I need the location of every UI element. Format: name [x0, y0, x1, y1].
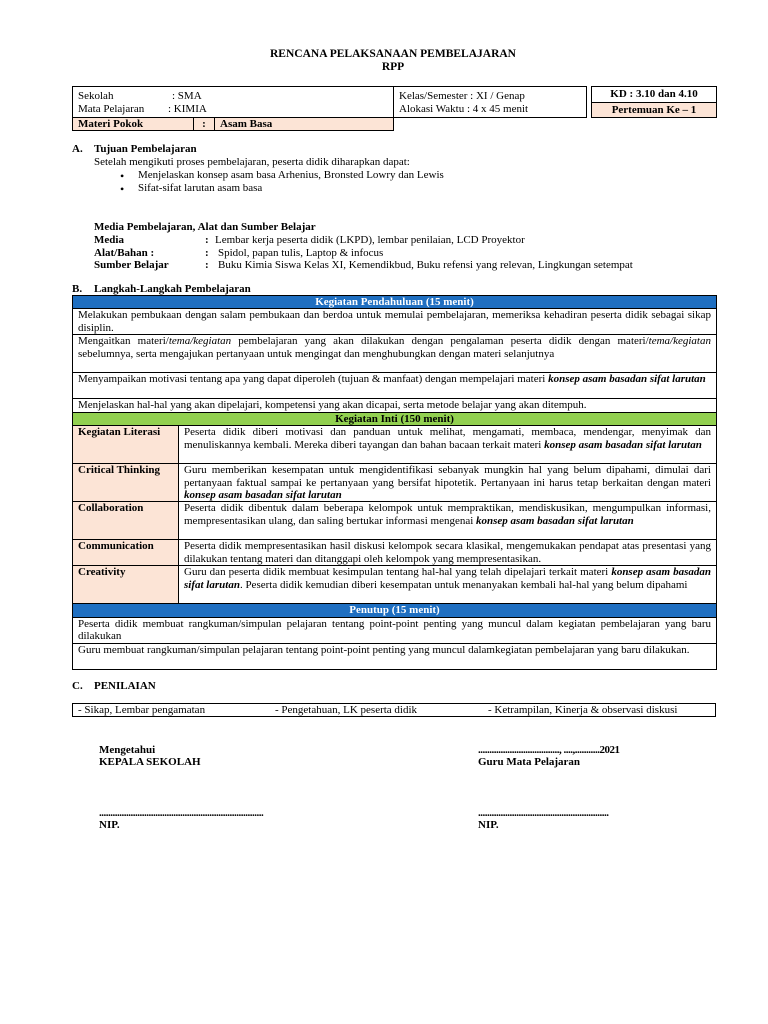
skill-creativity: Creativity [73, 566, 179, 604]
signature-date: ...................................., ....,...........2021 [478, 744, 620, 756]
table-row [73, 399, 717, 412]
section-a-title: Tujuan Pembelajaran [94, 143, 197, 155]
pertemuan-cell [591, 102, 717, 118]
penutup-step-1: Peserta didik membuat rangkuman/simpulan pelajaran tentang point-point penting yang muncul dalam kegiatan pembelajaran yang baru dilakukan [78, 617, 711, 643]
skill-critical: Critical Thinking [73, 464, 179, 502]
creativity-after: . Peserta didik kemudian diberi kesempatan untuk menanyakan kembali hal-hal yang belum dipahami [239, 578, 688, 591]
pendahuluan-step-3b: konsep asam basadan sifat larutan [548, 373, 706, 386]
skill-communication-text [179, 540, 717, 566]
penilaian-sikap: - Sikap, Lembar pengamatan [78, 704, 206, 716]
pendahuluan-step-2b: tema/kegiatan [168, 335, 232, 348]
section-a-intro: Setelah mengikuti proses pembelajaran, peserta didik diharapkan dapat: [94, 156, 410, 168]
media-label: Media [94, 234, 124, 246]
pendahuluan-header: Kegiatan Pendahuluan (15 menit) [73, 296, 717, 309]
table-row [73, 335, 717, 373]
alat-label: Alat/Bahan : [94, 247, 155, 259]
pendahuluan-step-2e: sebelumnya, serta mengajukan pertanyaan untuk mengingat dan menghubungkan dengan materi selanjutnya [78, 347, 555, 360]
table-row [73, 643, 717, 669]
penutup-header: Penutup (15 menit) [73, 604, 717, 617]
materi-colon-cell [193, 117, 215, 131]
materi-label: Materi Pokok [78, 118, 144, 130]
materi-value: Asam Basa [220, 118, 273, 130]
sekolah-label: Sekolah [78, 90, 114, 102]
collaboration-em: konsep asam basadan sifat larutan [476, 514, 634, 527]
kd-cell [591, 86, 717, 103]
mapel-label: Mata Pelajaran [78, 103, 145, 115]
nip-right: NIP. [478, 819, 499, 831]
sekolah-value: : SMA [172, 90, 202, 102]
skill-creativity-text [179, 566, 717, 604]
mapel-value: : KIMIA [168, 103, 207, 115]
steps-table [72, 295, 717, 670]
literasi-text: Peserta didik diberi motivasi dan panduan untuk melihat, mengamati, membaca, mendengar, menyimak dan menuliskannya kembali. Mereka diberi tayangan dan bahan bacaan terkait materi [184, 426, 711, 451]
nip-left: NIP. [99, 819, 120, 831]
pendahuluan-step-4: Menjelaskan hal-hal yang akan dipelajari, kompetensi yang akan dicapai, serta metode belajar yang akan ditempuh. [78, 399, 587, 412]
materi-label-cell [72, 117, 194, 131]
inti-header: Kegiatan Inti (150 menit) [73, 412, 717, 425]
critical-em: konsep asam basadan sifat larutan [184, 489, 342, 502]
pendahuluan-step-1: Melakukan pembukaan dengan salam pembukaan dan berdoa untuk memulai pembelajaran, memeriksa kehadiran peserta didik sebagai sikap disiplin. [78, 309, 711, 334]
guru-mapel-text: Guru Mata Pelajaran [478, 756, 581, 768]
collaboration-text: Peserta didik dibentuk dalam beberapa kelompok untuk mempraktikan, mendiskusikan, mengumpulkan informasi, mempresentasikan ulang, dan saling bertukar informasi mengenai [184, 502, 711, 527]
materi-colon: : [202, 118, 206, 130]
media-colon: : [205, 234, 209, 246]
kd-text: KD : 3.10 dan 4.10 [610, 88, 698, 100]
school-cell [72, 86, 394, 118]
creativity-em: konsep asam basadan sifat larutan [184, 566, 711, 591]
header-box [72, 86, 717, 131]
section-c-letter: C. [72, 680, 83, 692]
table-row [73, 426, 717, 464]
section-c-title: PENILAIAN [94, 680, 156, 692]
media-value: Lembar kerja peserta didik (LKPD), lembar penilaian, LCD Proyektor [215, 234, 525, 246]
pendahuluan-step-2d: tema/kegiatan [648, 335, 711, 348]
table-row [73, 309, 717, 335]
skill-communication: Communication [73, 540, 179, 566]
skill-collaboration-text [179, 502, 717, 540]
list-item: • Sifat-sifat larutan asam basa [114, 182, 444, 195]
critical-text: Guru memberikan kesempatan untuk mengidentifikasi sebanyak mungkin hal yang belum dipahami, dimulai dari pertanyaan faktual sampai ke pertanyaan yang bersifat hipotetik. Pertanyaan ini harus tetap berkaitan dengan materi [184, 464, 711, 489]
section-a-letter: A. [72, 143, 83, 155]
penilaian-pengetahuan: - Pengetahuan, LK peserta didik [275, 704, 418, 716]
skill-collaboration: Collaboration [73, 502, 179, 540]
literasi-em: konsep asam basadan sifat larutan [544, 438, 702, 451]
right-signature-line: .......................................................... [478, 807, 609, 819]
table-row [73, 373, 717, 399]
materi-value-cell [214, 117, 394, 131]
table-row [73, 540, 717, 566]
media-title: Media Pembelajaran, Alat dan Sumber Belajar [94, 221, 316, 233]
skill-literasi-text [179, 426, 717, 464]
list-item: • Menjelaskan konsep asam basa Arhenius, Bronsted Lowry dan Lewis [114, 169, 444, 182]
mengetahui-text: Mengetahui [99, 744, 156, 756]
table-row [73, 617, 717, 643]
pendahuluan-step-2c: pembelajaran yang akan dilakukan dengan pengalaman peserta didik dengan materi/ [231, 335, 649, 348]
pertemuan-text: Pertemuan Ke – 1 [611, 104, 697, 116]
penilaian-ketrampilan: - Ketrampilan, Kinerja & observasi diskusi [488, 704, 678, 716]
doc-title: RENCANA PELAKSANAAN PEMBELAJARAN [270, 48, 516, 60]
doc-subtitle: RPP [381, 61, 405, 73]
pendahuluan-step-2a: Mengaitkan materi/ [78, 335, 169, 348]
alat-colon: : [205, 247, 209, 259]
skill-critical-text [179, 464, 717, 502]
table-row [73, 566, 717, 604]
section-b-title: Langkah-Langkah Pembelajaran [94, 283, 251, 295]
pendahuluan-step-3a: Menyampaikan motivasi tentang apa yang dapat diperoleh (tujuan & manfaat) dengan mempelajari materi [78, 373, 549, 386]
alokasi-text: Alokasi Waktu : 4 x 45 menit [399, 103, 529, 115]
penutup-step-2: Guru membuat rangkuman/simpulan pelajaran tentang point-point penting yang muncul dalamkegiatan pembelajaran yang baru dilakukan. [78, 643, 690, 656]
sumber-label: Sumber Belajar [94, 259, 169, 271]
section-b-letter: B. [72, 283, 83, 295]
table-row [73, 502, 717, 540]
penilaian-row [72, 703, 716, 717]
table-row [73, 464, 717, 502]
sumber-value: Buku Kimia Siswa Kelas XI, Kemendikbud, Buku refensi yang relevan, Lingkungan setempat [218, 259, 633, 271]
kelas-text: Kelas/Semester : XI / Genap [399, 90, 525, 102]
kelas-cell [393, 86, 587, 118]
sumber-colon: : [205, 259, 209, 271]
alat-value: Spidol, papan tulis, Laptop & infocus [218, 247, 384, 259]
kepala-sekolah-text: KEPALA SEKOLAH [99, 756, 201, 768]
creativity-text: Guru dan peserta didik membuat kesimpulan tentang hal-hal yang telah dipelajari terkait materi [184, 566, 612, 579]
communication-text: Peserta didik mempresentasikan hasil diskusi kelompok secara klasikal, mengemukakan pendapat atas presentasi yang dilakukan tentang materi dan ditanggapi oleh kelompok yang mempresentasikan. [184, 540, 711, 565]
left-signature-line: ......................................................................... [99, 807, 264, 819]
objectives-list [114, 169, 444, 195]
skill-literasi: Kegiatan Literasi [73, 426, 179, 464]
